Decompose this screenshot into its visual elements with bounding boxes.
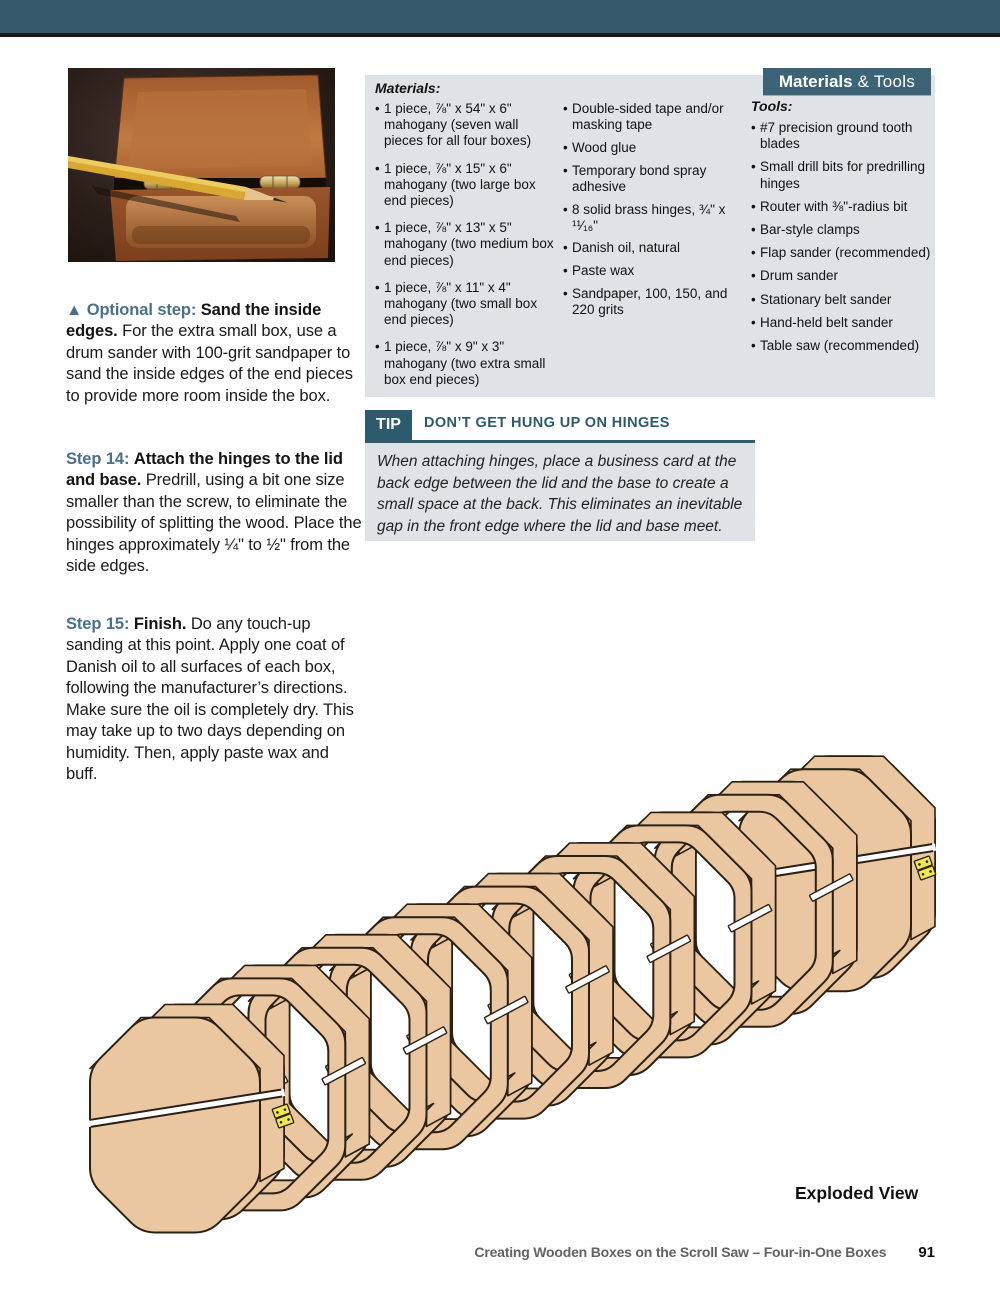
open-box-lid: [114, 75, 326, 182]
materials-item: • 1 piece, ⅞" x 54" x 6" mahogany (seven wall pieces for all four boxes): [375, 101, 559, 150]
optional-step-lead: Optional step:: [86, 300, 197, 319]
page-top-band: [0, 0, 1000, 33]
materials-item: • 1 piece, ⅞" x 13" x 5" mahogany (two medium box end pieces): [375, 220, 559, 269]
materials-list-col1: [375, 101, 559, 399]
step-15-body: Do any touch-up sanding at this point. Apply one coat of Danish oil to all surfaces of each box, following the manufacturer’s directions. Make sure the oil is completely dry. This may take up to two days depending on humidity. Then, apply paste wax and buff.: [66, 614, 354, 783]
tools-item: • Hand-held belt sander: [751, 315, 931, 331]
brass-hinge-right: [260, 176, 300, 188]
tip-heading: DON’T GET HUNG UP ON HINGES: [424, 415, 670, 431]
tools-item: • Bar-style clamps: [751, 222, 931, 238]
materials-item: • Temporary bond spray adhesive: [563, 163, 739, 195]
materials-item: • Danish oil, natural: [563, 240, 739, 256]
materials-header-bold: Materials: [778, 71, 853, 91]
materials-item: • 8 solid brass hinges, ¾" x ¹¹⁄₁₆": [563, 202, 739, 234]
end-piece: [87, 1005, 286, 1233]
materials-item: • Double-sided tape and/or masking tape: [563, 101, 739, 133]
step-14-paragraph: [66, 449, 362, 578]
tip-label-box: TIP: [365, 410, 412, 440]
step-photo: [68, 68, 335, 262]
optional-step-bold: Sand the inside edges.: [66, 300, 322, 340]
materials-item: • Wood glue: [563, 140, 739, 156]
tools-item: • #7 precision ground tooth blades: [751, 120, 931, 152]
triangle-marker: ▲: [66, 300, 83, 319]
box-photo-illustration: [68, 68, 335, 262]
tools-item: • Router with ⅜"-radius bit: [751, 199, 931, 215]
footer-title: Creating Wooden Boxes on the Scroll Saw – Four-in-One Boxes: [474, 1244, 887, 1260]
tools-item: • Small drill bits for predrilling hinges: [751, 159, 931, 191]
step-14-lead: Step 14:: [66, 449, 130, 468]
exploded-view-label: Exploded View: [795, 1183, 919, 1203]
materials-item: • Sandpaper, 100, 150, and 220 grits: [563, 286, 739, 318]
optional-step-paragraph: [66, 300, 358, 408]
tools-list: [751, 120, 931, 361]
materials-item: • 1 piece, ⅞" x 9" x 3" mahogany (two extra small box end pieces): [375, 339, 559, 388]
step-15-bold: Finish.: [133, 614, 187, 633]
materials-item: • 1 piece, ⅞" x 15" x 6" mahogany (two large box end pieces): [375, 161, 559, 210]
step-14-body: Predrill, using a bit one size smaller than the screw, to eliminate the possibility of splitting the wood. Place the hinges approximately ¼" to ½" from the side edges.: [66, 471, 362, 575]
materials-item: • Paste wax: [563, 263, 739, 279]
tools-item: • Drum sander: [751, 268, 931, 284]
page-top-rule: [0, 33, 1000, 37]
tip-body-text: When attaching hinges, place a business card at the back edge between the lid and the base to create a small space at the back. This eliminates an inevitable gap in the front edge where the lid and base meet.: [365, 443, 755, 541]
tools-item: • Stationary belt sander: [751, 292, 931, 308]
materials-header-light: & Tools: [857, 71, 916, 91]
step-14-bold: Attach the hinges to the lid and base.: [66, 449, 343, 489]
tools-item: • Table saw (recommended): [751, 338, 931, 354]
tools-item: • Flap sander (recommended): [751, 245, 931, 261]
materials-item: • 1 piece, ⅞" x 11" x 4" mahogany (two small box end pieces): [375, 280, 559, 329]
step-15-lead: Step 15:: [66, 614, 130, 633]
optional-step-body: For the extra small box, use a drum sander with 100-grit sandpaper to sand the inside edges of the end pieces to provide more room inside the box.: [66, 322, 353, 405]
footer-page-number: 91: [918, 1244, 935, 1261]
materials-tools-header: [763, 68, 931, 95]
tools-heading: Tools:: [751, 98, 793, 114]
materials-heading: Materials:: [375, 80, 441, 96]
materials-list-col2: [563, 101, 739, 325]
exploded-view-diagram: [50, 750, 960, 1240]
page-footer: [474, 1244, 935, 1261]
